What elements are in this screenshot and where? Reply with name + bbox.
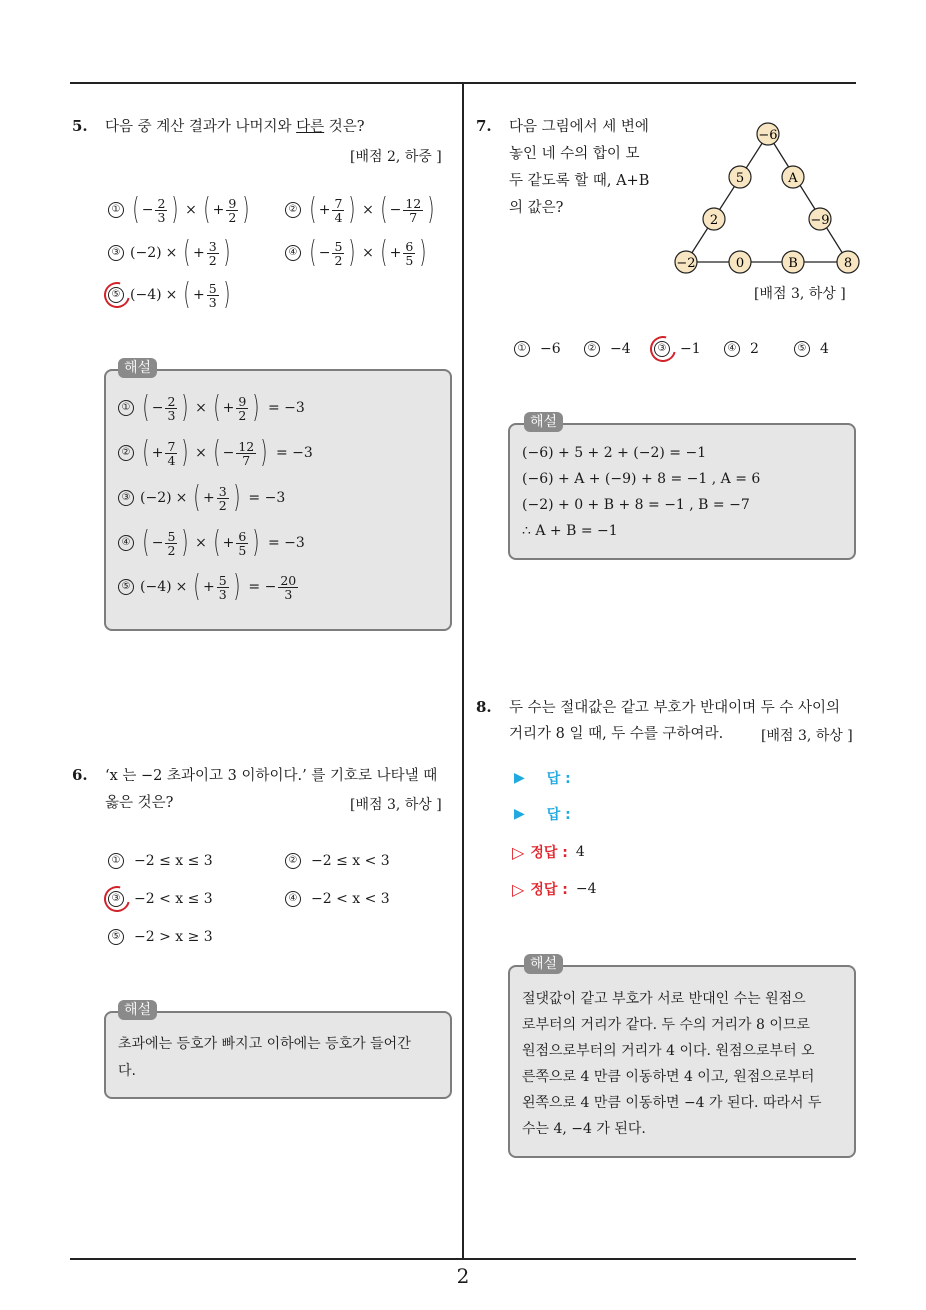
- svg-text:−9: −9: [810, 213, 830, 228]
- q7-line-2: 놓인 네 수의 합이 모: [509, 146, 640, 162]
- q5-option-4[interactable]: ④ ( − $\frac{5}{2}$ ) × ( + $\frac{6}{5}$ ): [285, 238, 429, 268]
- q5-solution-3: ③ (−2) × ( + $\frac{3}{2}$ ) = −3: [118, 483, 285, 513]
- q7-explanation-box: [508, 423, 856, 560]
- q6-score: [배점 3, 하상 ]: [350, 797, 442, 813]
- q7-explanation-line-2: (−6) + A + (−9) + 8 = −1 , A = 6: [522, 471, 761, 487]
- q7-node-right-2: [809, 208, 831, 230]
- q8-score: [배점 3, 하상 ]: [761, 728, 853, 744]
- q8-explanation-line-6: 수는 4, −4 가 된다.: [522, 1121, 646, 1137]
- q6-line-2: 옳은 것은?: [105, 795, 174, 811]
- triangle-outline-icon: ▷: [512, 879, 525, 899]
- q7-node-bottom-left: [675, 251, 697, 273]
- q7-triangle-diagram: [670, 120, 870, 280]
- q7-option-2[interactable]: ② −4: [584, 341, 631, 357]
- q5-text-underlined: 다른: [296, 119, 325, 135]
- q8-correct-row-2: ▷ 정답 : −4: [512, 879, 597, 899]
- q7-number: 7.: [476, 117, 492, 135]
- svg-text:2: 2: [709, 213, 719, 228]
- svg-text:−2: −2: [676, 256, 696, 271]
- q8-explanation-line-5: 왼쪽으로 4 만큼 이동하면 −4 가 된다. 따라서 두: [522, 1095, 822, 1111]
- q6-explanation-line-1: 초과에는 등호가 빠지고 이하에는 등호가 들어간: [118, 1036, 411, 1052]
- play-icon: ▶: [514, 770, 525, 786]
- q8-explanation-label: 해설: [524, 954, 563, 974]
- svg-text:B: B: [788, 256, 798, 271]
- q8-explanation-line-3: 원점으로부터의 거리가 4 이다. 원점으로부터 오: [522, 1043, 815, 1059]
- q7-explanation-line-4: ∴ A + B = −1: [522, 523, 618, 539]
- q7-line-1: 다음 그림에서 세 변에: [509, 119, 649, 135]
- q6-selected-mark: [99, 881, 135, 917]
- q7-line-4: 의 값은?: [509, 200, 564, 216]
- q8-answer-row-2[interactable]: ▶ 답 :: [514, 806, 571, 823]
- svg-text:8: 8: [843, 256, 853, 271]
- svg-text:5: 5: [735, 171, 745, 186]
- q5-option-5[interactable]: ⑤ (−4) × ( + $\frac{5}{3}$ ): [108, 280, 232, 310]
- q7-node-right-1: [782, 166, 804, 188]
- q8-line-1: 두 수는 절대값은 같고 부호가 반대이며 두 수 사이의: [509, 700, 841, 716]
- play-icon: ▶: [514, 806, 525, 822]
- q5-option-4-number: ④: [285, 245, 301, 261]
- q5-text-after: 것은?: [324, 119, 365, 135]
- q8-explanation-line-4: 른쪽으로 4 만큼 이동하면 4 이고, 원점으로부터: [522, 1069, 815, 1085]
- q8-explanation-line-1: 절댓값이 같고 부호가 서로 반대인 수는 원점으: [522, 991, 806, 1007]
- triangle-outline-icon: ▷: [512, 842, 525, 862]
- q5-score: [배점 2, 하중 ]: [350, 149, 442, 165]
- q6-explanation-line-2: 다.: [118, 1063, 136, 1079]
- column-divider: [462, 83, 464, 1259]
- q8-explanation-line-2: 로부터의 거리가 같다. 두 수의 거리가 8 이므로: [522, 1017, 810, 1033]
- q5-text: [105, 115, 365, 140]
- q5-solution-1: ① ( − $\frac{2}{3}$ ) × ( + $\frac{9}{2}$ ) = −3: [118, 393, 305, 423]
- q7-explanation-label: 해설: [524, 412, 563, 432]
- q7-explanation-line-3: (−2) + 0 + B + 8 = −1 , B = −7: [522, 497, 750, 513]
- q7-explanation-line-1: (−6) + 5 + 2 + (−2) = −1: [522, 445, 707, 461]
- q5-option-1[interactable]: ① ( − $\frac{2}{3}$ ) × ( + $\frac{9}{2}$ ): [108, 195, 252, 225]
- q6-line-1: ‘x 는 −2 초과이고 3 이하이다.’ 를 기호로 나타낼 때: [105, 768, 438, 784]
- q7-node-bottom-right: [837, 251, 859, 273]
- q7-node-bottom-2: [782, 251, 804, 273]
- q5-option-2[interactable]: ② ( + $\frac{7}{4}$ ) × ( − $\frac{12}{7}$ ): [285, 195, 437, 225]
- q5-text-before: 다음 중 계산 결과가 나머지와: [105, 119, 297, 135]
- q6-option-1[interactable]: ① −2 ≤ x ≤ 3: [108, 853, 213, 869]
- q6-explanation-box: [104, 1011, 452, 1099]
- q8-number: 8.: [476, 698, 492, 716]
- q6-option-2[interactable]: ② −2 ≤ x < 3: [285, 853, 390, 869]
- q5-solution-5: ⑤ (−4) × ( + $\frac{5}{3}$ ) = − $\frac{20}{3}$: [118, 572, 300, 602]
- q8-line-2: 거리가 8 일 때, 두 수를 구하여라.: [509, 726, 724, 742]
- q7-node-top: [757, 123, 779, 145]
- q7-node-left-1: [729, 166, 751, 188]
- q7-option-3[interactable]: ③ −1: [654, 341, 701, 357]
- q6-option-3[interactable]: ③ −2 < x ≤ 3: [108, 891, 213, 907]
- q5-option-1-number: ①: [108, 202, 124, 218]
- q8-correct-row-1: ▷ 정답 : 4: [512, 842, 585, 862]
- q7-node-left-2: [703, 208, 725, 230]
- q6-number: 6.: [72, 766, 88, 784]
- q7-selected-mark: [645, 331, 681, 367]
- q7-option-1[interactable]: ① −6: [514, 341, 561, 357]
- q6-option-4[interactable]: ④ −2 < x < 3: [285, 891, 390, 907]
- q6-option-5[interactable]: ⑤ −2 > x ≥ 3: [108, 929, 213, 945]
- page-number: 2: [456, 1264, 470, 1288]
- q7-option-5[interactable]: ⑤ 4: [794, 341, 829, 357]
- q5-explanation-label: 해설: [118, 358, 157, 378]
- q5-solution-4: ④ ( − $\frac{5}{2}$ ) × ( + $\frac{6}{5}$ ) = −3: [118, 528, 305, 558]
- q7-score: [배점 3, 하상 ]: [754, 286, 846, 302]
- svg-text:0: 0: [735, 256, 745, 271]
- q5-option-3-number: ③: [108, 245, 124, 261]
- q6-explanation-label: 해설: [118, 1000, 157, 1020]
- svg-text:A: A: [788, 171, 798, 186]
- q7-line-3: 두 같도록 할 때, A+B: [509, 173, 650, 189]
- q5-option-3[interactable]: ③ (−2) × ( + $\frac{3}{2}$ ): [108, 238, 232, 268]
- q5-option-5-number: ⑤: [108, 287, 124, 303]
- q5-number: 5.: [72, 117, 88, 135]
- svg-text:−6: −6: [758, 128, 778, 143]
- bottom-rule: [70, 1258, 856, 1260]
- q5-option-2-number: ②: [285, 202, 301, 218]
- q7-node-bottom-1: [729, 251, 751, 273]
- q5-solution-2: ② ( + $\frac{7}{4}$ ) × ( − $\frac{12}{7}$ ) = −3: [118, 438, 313, 468]
- q7-option-4[interactable]: ④ 2: [724, 341, 759, 357]
- q8-answer-row-1[interactable]: ▶ 답 :: [514, 770, 571, 787]
